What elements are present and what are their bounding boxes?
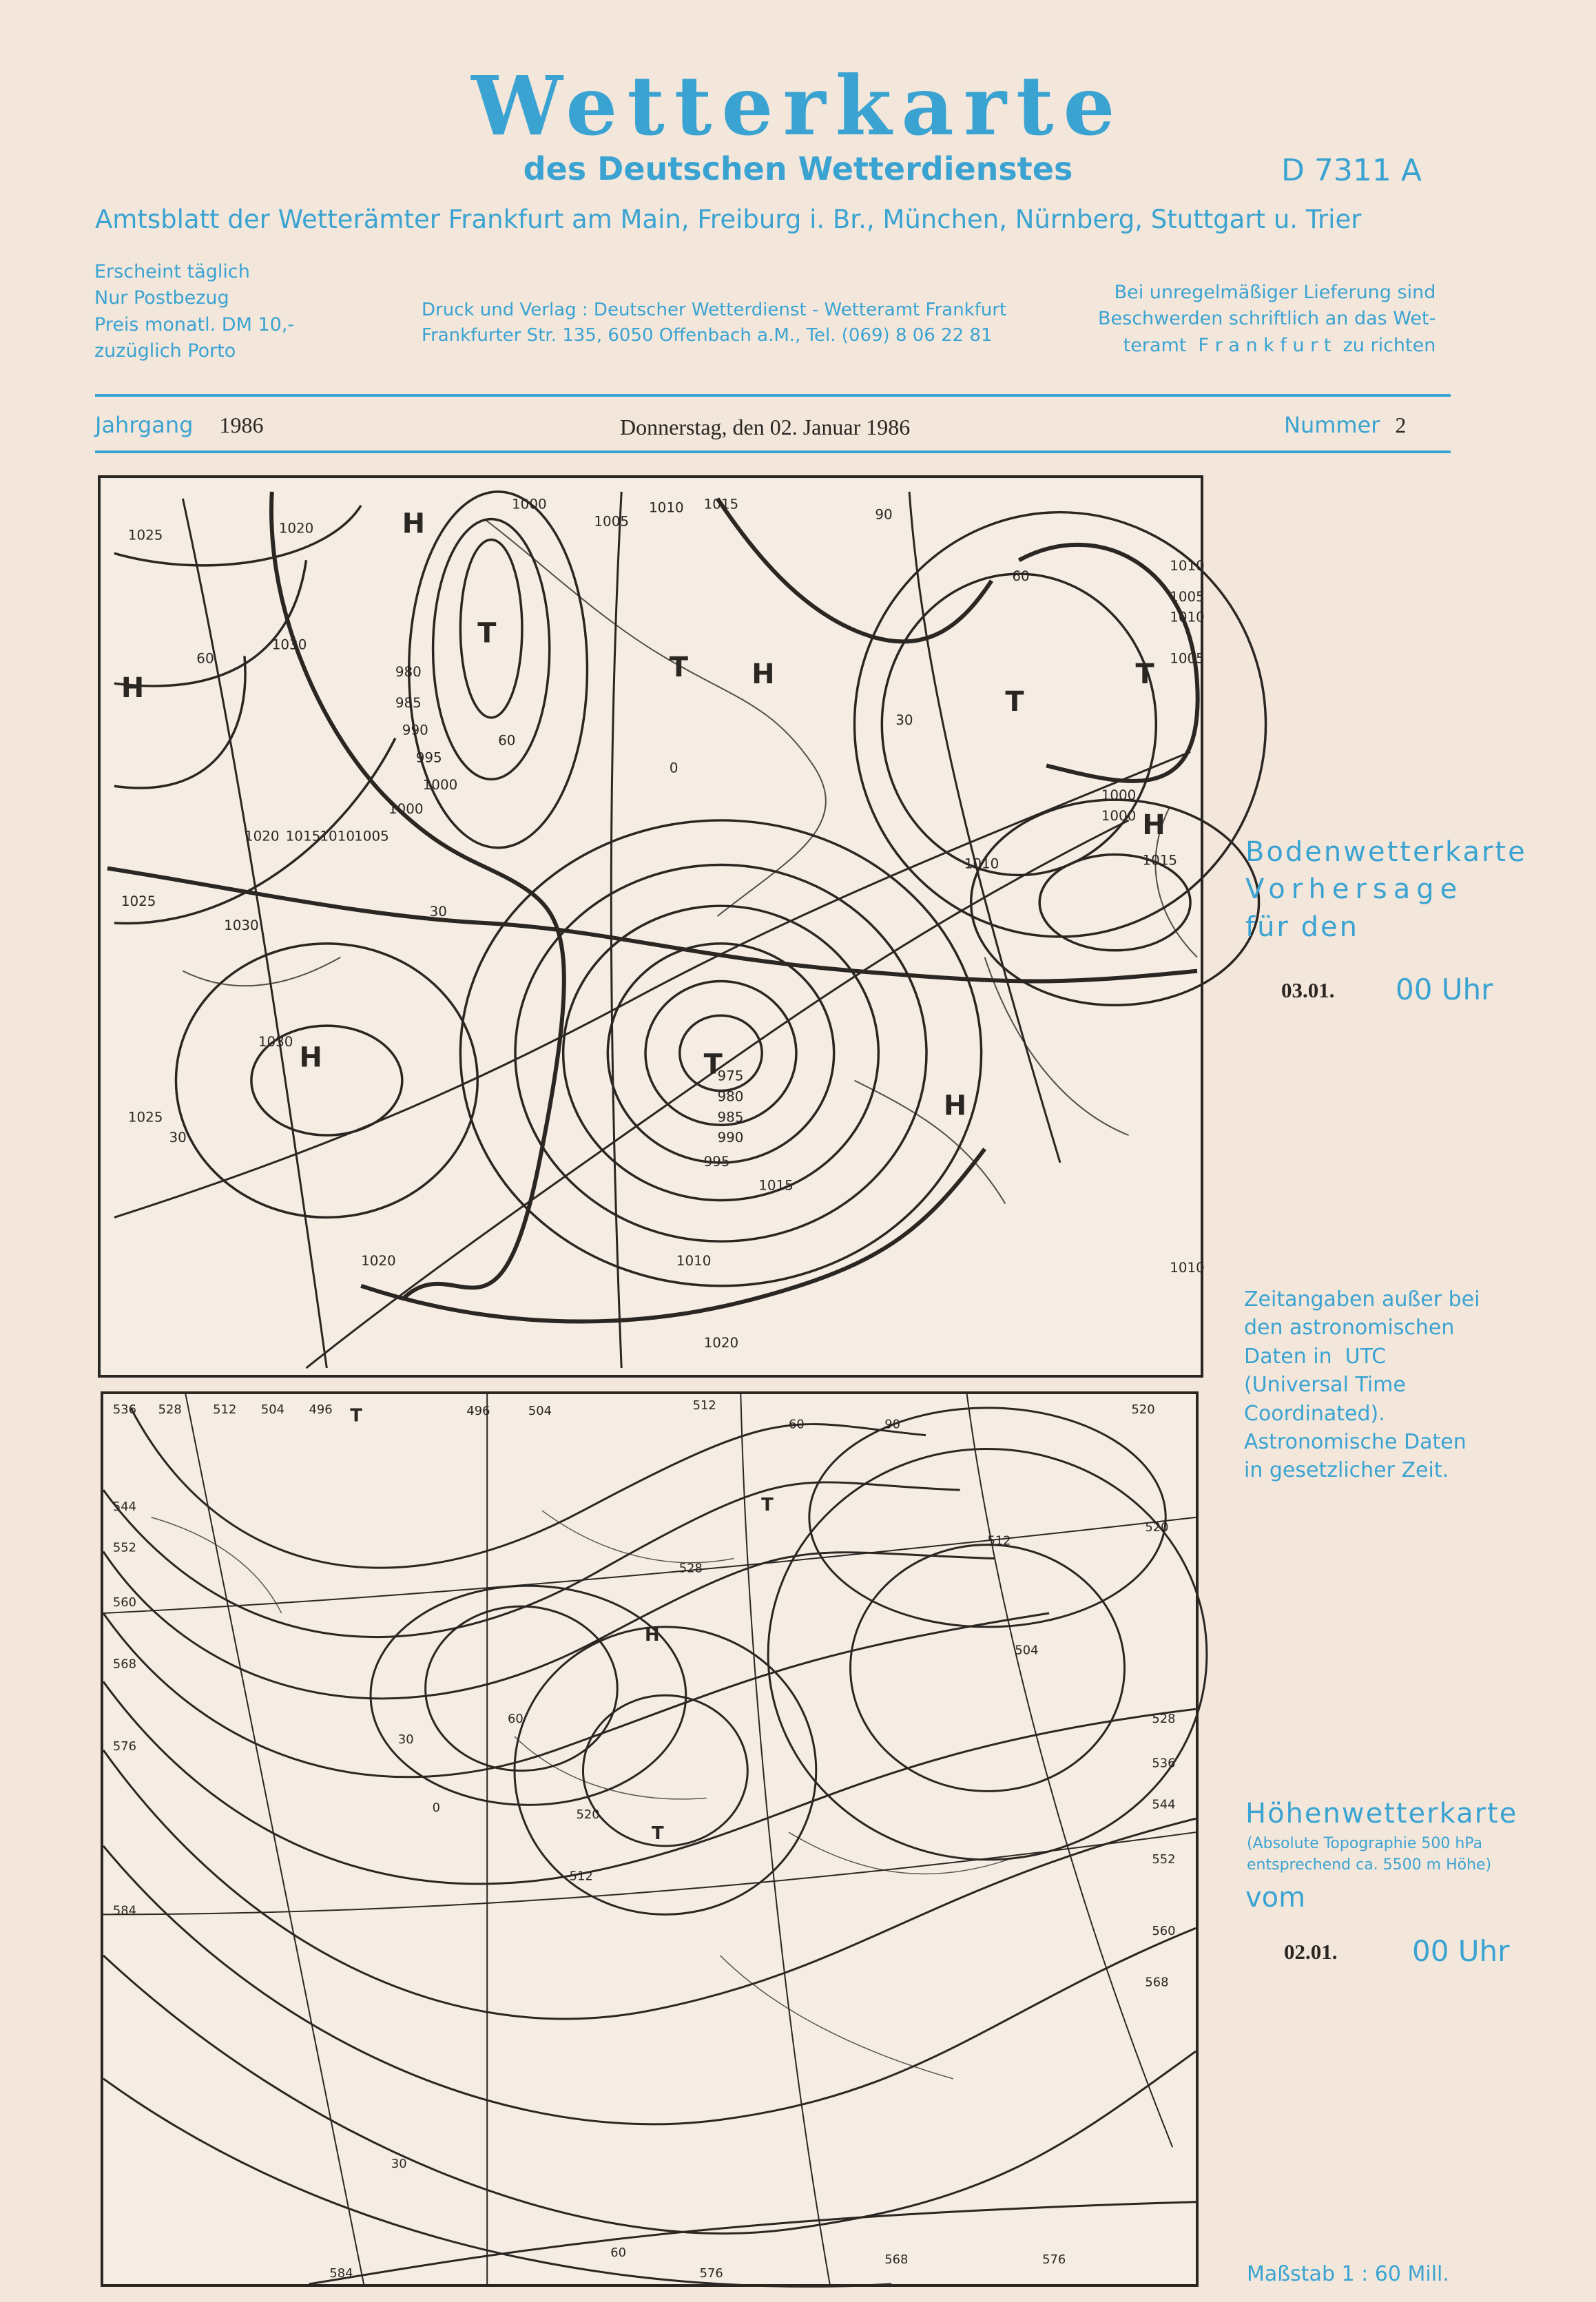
meridian-label: 0 <box>432 1801 440 1816</box>
isobar-label: 1010 <box>1170 1259 1205 1276</box>
surface-map-drawing <box>101 478 1205 1375</box>
meridian-label: 90 <box>884 1417 901 1432</box>
meridian-label: 90 <box>875 506 893 523</box>
contour-label: 552 <box>1152 1852 1176 1867</box>
contour-label: 520 <box>1145 1520 1169 1535</box>
divider-bottom <box>95 450 1451 453</box>
contour-label: 512 <box>569 1869 593 1884</box>
isobar-label: 1005 <box>354 828 389 844</box>
upper-map-subcaption: (Absolute Topographie 500 hPa entsprechend ca. 5500 m Höhe) <box>1247 1835 1492 1874</box>
meridian-label: 60 <box>196 650 214 667</box>
contour-label: 536 <box>112 1402 137 1417</box>
isobar-label: 1005 <box>1170 588 1205 605</box>
meridian-label: 30 <box>391 2157 407 2172</box>
meridian-label: 60 <box>610 2246 627 2261</box>
isobar-label: 1015 <box>703 496 739 512</box>
meridian-label: 30 <box>397 1732 414 1747</box>
contour-label: 528 <box>158 1402 182 1417</box>
pressure-center: T <box>477 617 497 650</box>
isobar-label: 1030 <box>224 917 259 933</box>
contour-label: 528 <box>1152 1712 1176 1727</box>
surface-caption-line2: Vorhersage <box>1245 873 1464 906</box>
issue-date: Donnerstag, den 02. Januar 1986 <box>620 415 911 439</box>
contour-label: 568 <box>1145 1975 1169 1990</box>
height-center: T <box>350 1405 362 1427</box>
isobar-label: 1025 <box>127 1109 163 1126</box>
isobar-label: 1000 <box>1101 807 1137 824</box>
isobar-label: 985 <box>717 1109 744 1126</box>
pressure-center: T <box>703 1048 723 1081</box>
upper-map-vom: vom <box>1245 1882 1306 1914</box>
isobar-label: 990 <box>717 1130 744 1146</box>
height-center: T <box>761 1494 774 1515</box>
contour-label: 520 <box>576 1807 600 1823</box>
contour-label: 504 <box>260 1402 284 1417</box>
contour-label: 504 <box>1015 1643 1039 1658</box>
pressure-center: H <box>402 508 426 540</box>
divider-top <box>95 394 1451 397</box>
contour-label: 560 <box>112 1595 137 1610</box>
contour-label: 544 <box>112 1499 137 1514</box>
contour-label: 584 <box>329 2266 353 2281</box>
contour-label: 544 <box>1152 1797 1176 1812</box>
issue-code: D 7311 A <box>1281 153 1422 188</box>
surface-map-caption <box>1245 833 1527 946</box>
upper-air-map <box>101 1391 1199 2287</box>
contour-label: 536 <box>1152 1756 1176 1771</box>
isobar-label: 1030 <box>258 1033 293 1050</box>
meridian-label: 60 <box>1012 568 1030 585</box>
masthead-title: Wetterkarte <box>471 58 1125 154</box>
complaints-note: Bei unregelmäßiger Lieferung sind Beschwerden schriftlich an das Wet- teramt F r a n k f u r t zu richten <box>1098 282 1436 356</box>
height-center: T <box>651 1823 664 1844</box>
pressure-center: H <box>1142 809 1165 841</box>
volume-info <box>95 412 263 438</box>
isobar-label: 1020 <box>361 1252 396 1269</box>
publisher-address: Druck und Verlag : Deutscher Wetterdienst - Wetteramt Frankfurt Frankfurter Str. 135, 6050 Offenbach a.M., Tel. (069) 8 06 22 81 <box>422 300 1007 346</box>
meridian-label: 0 <box>669 760 678 776</box>
isobar-label: 1000 <box>512 496 547 512</box>
pressure-center: H <box>752 659 775 691</box>
contour-label: 512 <box>987 1533 1011 1548</box>
height-center: H <box>645 1624 660 1646</box>
contour-label: 552 <box>112 1540 137 1555</box>
isobar-label: 1015 <box>285 828 321 844</box>
meridian-label: 60 <box>498 732 516 749</box>
issue-number <box>1284 412 1406 438</box>
number-value: 2 <box>1395 413 1407 437</box>
isobar-label: 1010 <box>649 499 684 516</box>
contour-label: 576 <box>112 1739 137 1754</box>
isobar-label: 1010 <box>320 828 355 844</box>
upper-map-drawing <box>103 1394 1196 2284</box>
surface-map-date: 03.01. <box>1281 978 1335 1002</box>
isobar-label: 1010 <box>676 1252 712 1269</box>
isobar-label: 1015 <box>1142 852 1178 869</box>
contour-label: 576 <box>1042 2252 1066 2268</box>
contour-label: 496 <box>466 1403 490 1418</box>
isobar-label: 1000 <box>388 801 424 818</box>
isobar-label: 980 <box>717 1088 744 1105</box>
pressure-center: H <box>943 1090 967 1122</box>
contour-label: 520 <box>1131 1402 1155 1417</box>
surface-weather-map <box>98 475 1203 1378</box>
meridian-label: 60 <box>508 1712 524 1727</box>
upper-map-date: 02.01. <box>1284 1940 1338 1964</box>
contour-label: 560 <box>1152 1924 1176 1939</box>
meridian-label: 30 <box>169 1130 187 1146</box>
isobar-label: 1010 <box>1170 609 1205 625</box>
isobar-label: 1000 <box>422 777 458 794</box>
isobar-label: 995 <box>703 1153 730 1170</box>
contour-label: 528 <box>678 1561 703 1576</box>
map-scale: Maßstab 1 : 60 Mill. <box>1247 2262 1449 2286</box>
surface-caption-line3: für den <box>1245 911 1359 943</box>
contour-label: 512 <box>213 1402 237 1417</box>
pressure-center: T <box>669 652 689 684</box>
isobar-label: 975 <box>717 1068 744 1084</box>
meridian-label: 30 <box>895 712 913 728</box>
surface-caption-line1: Bodenwetterkarte <box>1245 836 1527 868</box>
amtsblatt-line: Amtsblatt der Wetterämter Frankfurt am Main, Freiburg i. Br., München, Nürnberg, Stuttgart u. Trier <box>95 205 1362 234</box>
isobar-label: 980 <box>395 664 422 681</box>
surface-map-time: 00 Uhr <box>1396 973 1493 1006</box>
isobar-label: 1025 <box>121 893 156 910</box>
pressure-center: T <box>1005 685 1024 718</box>
isobar-label: 1020 <box>278 520 314 537</box>
isobar-label: 1010 <box>964 856 999 872</box>
number-label: Nummer <box>1284 412 1380 438</box>
volume-label: Jahrgang <box>95 412 194 438</box>
contour-label: 584 <box>112 1903 137 1918</box>
isobar-label: 1020 <box>244 828 280 844</box>
isobar-label: 1020 <box>703 1335 739 1351</box>
meridian-label: 30 <box>429 904 447 920</box>
subscription-info: Erscheint täglich Nur Postbezug Preis monatl. DM 10,- zuzüglich Porto <box>94 261 295 362</box>
meridian-label: 60 <box>788 1417 805 1432</box>
isobar-label: 995 <box>415 749 442 766</box>
isobar-label: 1030 <box>271 636 307 653</box>
isobar-label: 1005 <box>594 513 630 530</box>
time-reference-note: Zeitangaben außer bei den astronomischen Daten in UTC (Universal Time Coordinated). Astronomische Daten in gesetzlicher Zeit. <box>1244 1287 1480 1483</box>
isobar-label: 1005 <box>1170 650 1205 667</box>
upper-map-caption: Höhenwetterkarte <box>1245 1798 1518 1829</box>
contour-label: 576 <box>699 2266 723 2281</box>
contour-label: 512 <box>692 1398 716 1413</box>
isobar-label: 1015 <box>758 1177 794 1194</box>
contour-label: 568 <box>884 2252 909 2268</box>
pressure-center: H <box>299 1041 322 1074</box>
isobar-label: 1025 <box>127 527 163 543</box>
pressure-center: T <box>1135 659 1154 691</box>
contour-label: 504 <box>528 1403 552 1418</box>
isobar-label: 985 <box>395 694 422 711</box>
isobar-label: 1000 <box>1101 787 1137 804</box>
contour-label: 496 <box>309 1402 333 1417</box>
pressure-center: H <box>121 672 145 705</box>
isobar-label: 990 <box>402 722 428 738</box>
isobar-label: 1010 <box>1170 558 1205 574</box>
contour-label: 568 <box>112 1657 137 1672</box>
volume-value: 1986 <box>219 413 264 437</box>
masthead-subtitle: des Deutschen Wetterdienstes <box>523 150 1073 187</box>
upper-map-time: 00 Uhr <box>1412 1934 1510 1968</box>
